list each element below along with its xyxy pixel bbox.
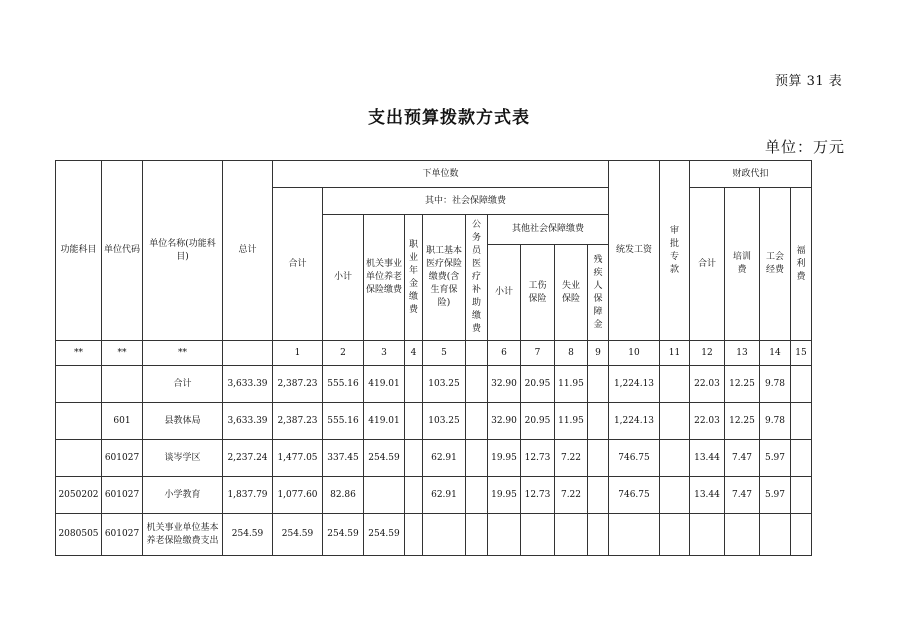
cell-value xyxy=(466,403,488,440)
cell-value xyxy=(405,403,423,440)
cell-value: 1,224.13 xyxy=(609,366,660,403)
cell-value xyxy=(588,440,609,477)
col-medical: 职工基本医疗保险缴费(含生育保险) xyxy=(423,215,466,341)
cell-value: 32.90 xyxy=(488,366,521,403)
cell-code xyxy=(102,366,143,403)
cell-name: 合计 xyxy=(143,366,223,403)
table-code: 预算 31 表 xyxy=(775,74,843,89)
col-civil-medical: 公务员医疗补助缴费 xyxy=(466,215,488,341)
cell-total: 3,633.39 xyxy=(223,403,273,440)
col-injury: 工伤保险 xyxy=(521,245,555,341)
cell-value: 12.25 xyxy=(725,403,760,440)
index-cell: ** xyxy=(102,341,143,366)
table-row xyxy=(56,403,812,440)
cell-value: 419.01 xyxy=(364,366,405,403)
cell-value: 82.86 xyxy=(323,477,364,514)
index-cell: 15 xyxy=(791,341,812,366)
cell-value xyxy=(405,440,423,477)
cell-value: 7.22 xyxy=(555,440,588,477)
cell-value: 22.03 xyxy=(690,403,725,440)
cell-value: 337.45 xyxy=(323,440,364,477)
cell-value xyxy=(466,366,488,403)
cell-func: 2050202 xyxy=(56,477,102,514)
cell-code: 601 xyxy=(102,403,143,440)
cell-value: 103.25 xyxy=(423,366,466,403)
cell-value: 12.25 xyxy=(725,366,760,403)
cell-value: 254.59 xyxy=(273,514,323,556)
index-cell: 5 xyxy=(423,341,466,366)
cell-value: 11.95 xyxy=(555,403,588,440)
col-pension: 机关事业单位养老保险缴费 xyxy=(364,215,405,341)
table-row xyxy=(56,440,812,477)
cell-value: 11.95 xyxy=(555,366,588,403)
cell-value: 5.97 xyxy=(760,440,791,477)
col-training: 培训费 xyxy=(725,188,760,341)
col-func-subject: 功能科目 xyxy=(56,161,102,341)
cell-total: 2,237.24 xyxy=(223,440,273,477)
table-row xyxy=(56,366,812,403)
cell-value: 12.73 xyxy=(521,440,555,477)
cell-value xyxy=(609,514,660,556)
cell-value: 13.44 xyxy=(690,440,725,477)
cell-value xyxy=(588,403,609,440)
cell-value: 2,387.23 xyxy=(273,403,323,440)
col-unit-name: 单位名称(功能科目) xyxy=(143,161,223,341)
cell-value xyxy=(588,477,609,514)
cell-value: 19.95 xyxy=(488,440,521,477)
cell-value xyxy=(760,514,791,556)
cell-value xyxy=(791,477,812,514)
cell-value: 254.59 xyxy=(323,514,364,556)
cell-value: 62.91 xyxy=(423,477,466,514)
cell-value: 62.91 xyxy=(423,440,466,477)
cell-value xyxy=(466,440,488,477)
cell-value xyxy=(521,514,555,556)
cell-value: 19.95 xyxy=(488,477,521,514)
cell-func xyxy=(56,366,102,403)
cell-code: 601027 xyxy=(102,477,143,514)
index-cell: ** xyxy=(56,341,102,366)
cell-value: 2,387.23 xyxy=(273,366,323,403)
cell-value: 419.01 xyxy=(364,403,405,440)
cell-total: 3,633.39 xyxy=(223,366,273,403)
col-unit-code: 单位代码 xyxy=(102,161,143,341)
cell-func xyxy=(56,403,102,440)
cell-value xyxy=(488,514,521,556)
cell-value xyxy=(660,403,690,440)
col-other-social: 其他社会保障缴费 xyxy=(488,215,609,245)
index-row xyxy=(56,341,812,366)
cell-total: 1,837.79 xyxy=(223,477,273,514)
index-cell: 7 xyxy=(521,341,555,366)
col-union: 工会经费 xyxy=(760,188,791,341)
cell-value: 22.03 xyxy=(690,366,725,403)
cell-value: 103.25 xyxy=(423,403,466,440)
cell-value xyxy=(791,403,812,440)
cell-value: 9.78 xyxy=(760,366,791,403)
cell-value: 7.47 xyxy=(725,477,760,514)
cell-value xyxy=(690,514,725,556)
index-cell: 12 xyxy=(690,341,725,366)
index-cell xyxy=(466,341,488,366)
cell-value xyxy=(555,514,588,556)
index-cell xyxy=(223,341,273,366)
table-row xyxy=(56,477,812,514)
col-unified-wage: 统发工资 xyxy=(609,161,660,341)
cell-value xyxy=(725,514,760,556)
cell-func: 2080505 xyxy=(56,514,102,556)
cell-value: 12.73 xyxy=(521,477,555,514)
cell-value xyxy=(791,366,812,403)
index-cell: 2 xyxy=(323,341,364,366)
col-subtotal-main: 合计 xyxy=(273,188,323,341)
cell-value: 1,477.05 xyxy=(273,440,323,477)
cell-value: 5.97 xyxy=(760,477,791,514)
cell-value: 555.16 xyxy=(323,366,364,403)
index-cell: 6 xyxy=(488,341,521,366)
cell-value xyxy=(660,366,690,403)
cell-value xyxy=(466,477,488,514)
cell-value xyxy=(405,477,423,514)
index-cell: 1 xyxy=(273,341,323,366)
col-social-security: 其中：社会保障缴费 xyxy=(323,188,609,215)
cell-total: 254.59 xyxy=(223,514,273,556)
col-welfare: 福利费 xyxy=(791,188,812,341)
cell-value: 13.44 xyxy=(690,477,725,514)
cell-value: 7.22 xyxy=(555,477,588,514)
cell-value xyxy=(466,514,488,556)
index-cell: 13 xyxy=(725,341,760,366)
unit-label: 单位：万元 xyxy=(765,138,846,156)
index-cell: 11 xyxy=(660,341,690,366)
cell-code: 601027 xyxy=(102,514,143,556)
cell-value: 7.47 xyxy=(725,440,760,477)
index-cell: 14 xyxy=(760,341,791,366)
col-annuity: 职业年金缴费 xyxy=(405,215,423,341)
cell-value: 555.16 xyxy=(323,403,364,440)
cell-code: 601027 xyxy=(102,440,143,477)
col-total: 总计 xyxy=(223,161,273,341)
cell-value xyxy=(588,514,609,556)
table-row xyxy=(56,514,812,556)
index-cell: 3 xyxy=(364,341,405,366)
index-cell: 10 xyxy=(609,341,660,366)
cell-value xyxy=(588,366,609,403)
cell-name: 机关事业单位基本养老保险缴费支出 xyxy=(143,514,223,556)
cell-name: 谈岑学区 xyxy=(143,440,223,477)
col-approved: 审批专款 xyxy=(660,161,690,341)
cell-value: 746.75 xyxy=(609,477,660,514)
cell-value xyxy=(405,366,423,403)
cell-func xyxy=(56,440,102,477)
cell-name: 县教体局 xyxy=(143,403,223,440)
index-cell: 9 xyxy=(588,341,609,366)
cell-value xyxy=(405,514,423,556)
cell-value xyxy=(660,514,690,556)
col-disability: 残疾人保障金 xyxy=(588,245,609,341)
cell-value: 20.95 xyxy=(521,403,555,440)
cell-value: 32.90 xyxy=(488,403,521,440)
col-unemployment: 失业保险 xyxy=(555,245,588,341)
index-cell: 4 xyxy=(405,341,423,366)
cell-value xyxy=(660,440,690,477)
cell-value: 254.59 xyxy=(364,440,405,477)
col-subtotal: 小计 xyxy=(323,215,364,341)
cell-value xyxy=(791,514,812,556)
cell-name: 小学教育 xyxy=(143,477,223,514)
cell-value: 9.78 xyxy=(760,403,791,440)
cell-value: 1,224.13 xyxy=(609,403,660,440)
col-finance-deduct: 财政代扣 xyxy=(690,161,812,188)
page-title: 支出预算拨款方式表 xyxy=(368,108,530,128)
cell-value: 1,077.60 xyxy=(273,477,323,514)
cell-value xyxy=(423,514,466,556)
col-other-subtotal: 小计 xyxy=(488,245,521,341)
budget-table xyxy=(55,160,812,556)
index-cell: 8 xyxy=(555,341,588,366)
cell-value xyxy=(364,477,405,514)
cell-value xyxy=(660,477,690,514)
cell-value: 746.75 xyxy=(609,440,660,477)
index-cell: ** xyxy=(143,341,223,366)
cell-value: 254.59 xyxy=(364,514,405,556)
col-sub-units: 下单位数 xyxy=(273,161,609,188)
cell-value: 20.95 xyxy=(521,366,555,403)
col-fd-total: 合计 xyxy=(690,188,725,341)
cell-value xyxy=(791,440,812,477)
